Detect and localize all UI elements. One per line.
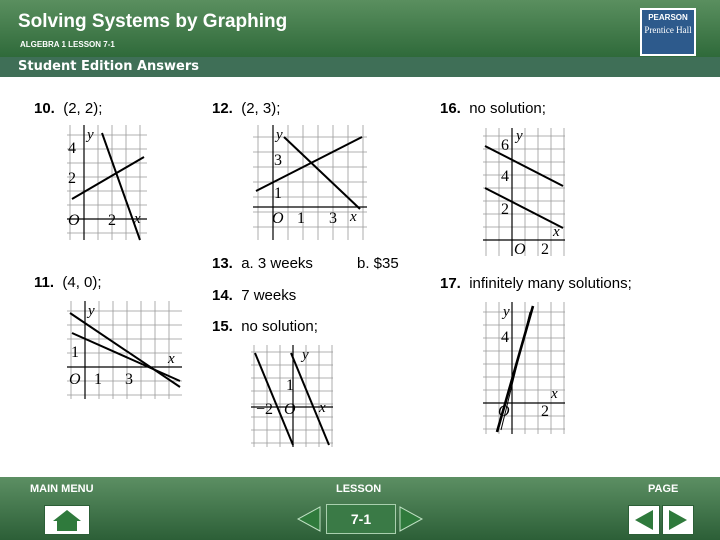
graph-16-tick-2y: 2	[501, 201, 509, 218]
answer-13-number: 13.	[212, 255, 233, 272]
graph-12-line-1	[256, 137, 362, 191]
graph-15-origin: O	[284, 401, 296, 418]
graph-11-y-label: y	[88, 303, 95, 319]
graph-15-line-1	[255, 353, 293, 445]
graph-17-origin: O	[498, 403, 510, 420]
answer-12-number: 12.	[212, 100, 233, 117]
graph-12	[250, 125, 370, 243]
home-icon	[45, 506, 89, 534]
answer-13	[212, 255, 313, 272]
graph-16-tick-4y: 4	[501, 168, 509, 185]
answer-13-part-b: b. $35	[357, 255, 399, 272]
graph-17-tick-4y: 4	[501, 329, 509, 346]
lesson-next-button[interactable]	[398, 505, 424, 533]
graph-17-grid	[483, 302, 565, 434]
graph-10-tick-4: 4	[68, 140, 76, 157]
answer-12	[212, 100, 280, 117]
graph-12-tick-3x: 3	[329, 210, 337, 227]
graph-10-tick-2y: 2	[68, 170, 76, 187]
page-next-button[interactable]	[662, 505, 694, 535]
graph-15-grid	[251, 345, 333, 447]
logo-text-pearson: PEARSON	[648, 13, 688, 22]
graph-12-tick-1y: 1	[274, 185, 282, 202]
answer-14	[212, 287, 296, 304]
graph-11	[64, 301, 186, 401]
graph-16-tick-2x: 2	[541, 241, 549, 258]
page-label: PAGE	[648, 483, 679, 495]
graph-16-y-label: y	[516, 128, 523, 144]
answer-13-b	[357, 255, 399, 272]
answer-16	[440, 100, 546, 117]
graph-15-line-2	[291, 353, 329, 445]
lesson-subtitle: ALGEBRA 1 LESSON 7-1	[20, 40, 115, 49]
arrow-right-icon	[663, 506, 693, 534]
graph-11-tick-1y: 1	[71, 344, 79, 361]
graph-16-tick-6y: 6	[501, 137, 509, 154]
lesson-number-button[interactable]: 7-1	[326, 504, 396, 534]
graph-10-y-label: y	[87, 127, 94, 143]
graph-12-tick-1x: 1	[297, 210, 305, 227]
answer-17-number: 17.	[440, 275, 461, 292]
graph-17-tick-2x: 2	[541, 403, 549, 420]
answer-15	[212, 318, 318, 335]
graph-10-origin: O	[68, 212, 80, 229]
graph-17-y-label: y	[503, 304, 510, 320]
graph-16-x-label: x	[553, 224, 560, 240]
page-title: Solving Systems by Graphing	[18, 11, 288, 32]
section-title: Student Edition Answers	[18, 59, 200, 74]
answer-14-number: 14.	[212, 287, 233, 304]
graph-17-x-label: x	[551, 386, 558, 402]
answer-16-text: no solution;	[469, 100, 546, 117]
answer-11-text: (4, 0);	[62, 274, 102, 291]
logo-text-prentice-hall: Prentice Hall	[644, 25, 692, 35]
graph-16-origin: O	[514, 241, 526, 258]
page-prev-button[interactable]	[628, 505, 660, 535]
graph-15-tick-1y: 1	[286, 377, 294, 394]
graph-10-tick-2x: 2	[108, 212, 116, 229]
answer-14-text: 7 weeks	[241, 287, 297, 304]
answer-11	[34, 274, 102, 291]
answer-10-number: 10.	[34, 100, 55, 117]
graph-12-x-label: x	[350, 209, 357, 225]
graph-11-tick-3x: 3	[125, 371, 133, 388]
graph-11-origin: O	[69, 371, 81, 388]
answer-17	[440, 275, 632, 292]
graph-16	[481, 128, 567, 258]
graph-10-x-label: x	[134, 211, 141, 227]
graph-15-y-label: y	[302, 347, 309, 363]
graph-15-tick-neg2x: −2	[256, 401, 274, 418]
graph-12-line-2	[284, 137, 360, 209]
arrow-right-icon	[398, 505, 424, 533]
publisher-logo	[640, 8, 696, 56]
graph-15-x-label: x	[319, 400, 326, 416]
answer-13-part-a: a. 3 weeks	[241, 255, 313, 272]
graph-12-tick-3y: 3	[274, 152, 282, 169]
arrow-left-icon	[296, 505, 322, 533]
answer-17-text: infinitely many solutions;	[469, 275, 632, 292]
answer-15-number: 15.	[212, 318, 233, 335]
answer-15-text: no solution;	[241, 318, 318, 335]
answer-10-text: (2, 2);	[63, 100, 103, 117]
lesson-prev-button[interactable]	[296, 505, 322, 533]
graph-12-origin: O	[272, 210, 284, 227]
graph-11-tick-1x: 1	[94, 371, 102, 388]
answer-16-number: 16.	[440, 100, 461, 117]
answer-12-text: (2, 3);	[241, 100, 281, 117]
lesson-label: LESSON	[336, 483, 382, 495]
graph-12-y-label: y	[276, 127, 283, 143]
arrow-left-icon	[629, 506, 659, 534]
graph-17	[481, 302, 567, 436]
answer-10	[34, 100, 102, 117]
section-bar	[0, 57, 720, 77]
header-bar	[0, 0, 720, 57]
main-menu-label: MAIN MENU	[30, 483, 94, 495]
answer-11-number: 11.	[34, 274, 55, 291]
graph-15	[249, 345, 335, 449]
main-menu-button[interactable]	[44, 505, 90, 535]
graph-10	[62, 125, 152, 243]
graph-11-x-label: x	[168, 351, 175, 367]
